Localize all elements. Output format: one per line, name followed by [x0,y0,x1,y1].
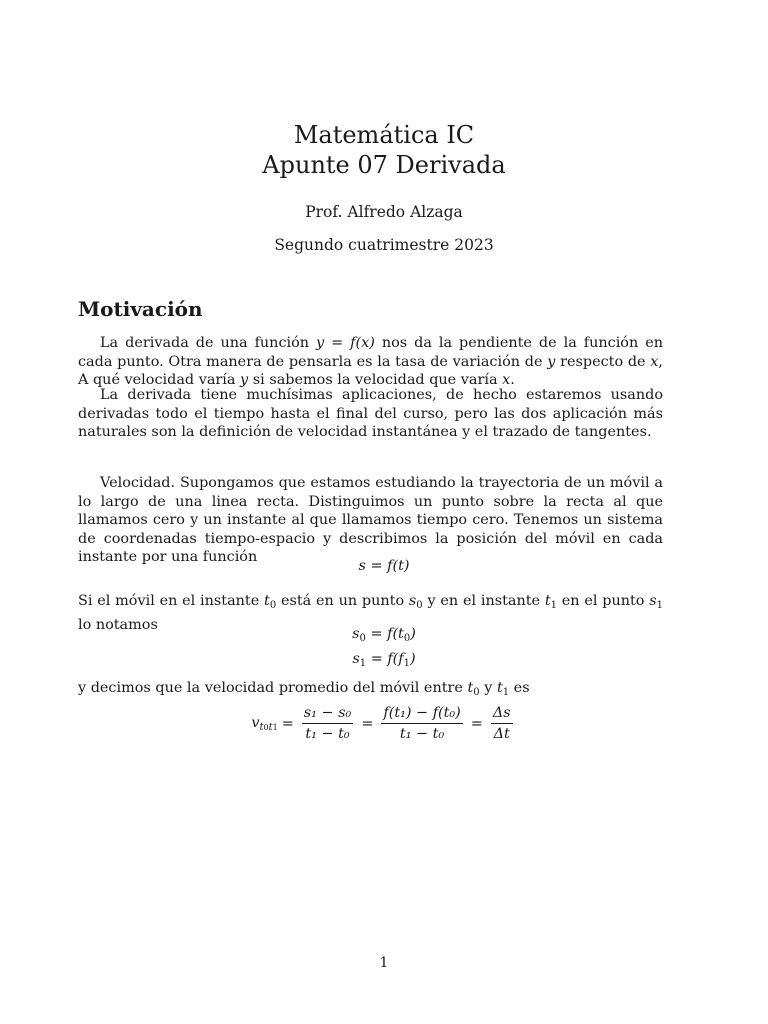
author: Prof. Alfredo Alzaga [305,203,463,221]
equation-s-eq-ft: s = f(t) [358,558,410,574]
equation-s1: $s_1 = f(f_1)$ [352,651,416,669]
fraction-delta: $\frac{\Delta s}{\Delta t}$ [492,705,511,742]
fraction-function-values: $\frac{\text{f(t₁) − f(t₀)}}{\text{t₁ − t₀}}$ [383,705,461,742]
velocity-symbol: $v_{t0t1}$ [251,714,278,733]
paragraph-2: La derivada tiene muchísimas aplicaciones, de hecho estaremos usando derivadas todo el tiempo hasta el final del curso, pero las dos aplicación más naturales son la definición de velocidad instantánea y el trazado de tangentes. [78,387,663,440]
page-number: 1 [379,955,389,971]
document-title: Matemática IC [293,121,475,149]
paragraph-1: La derivada de una función y = f(x) nos da la pendiente de la función en cada punto. Otra manera de pensarla es la tasa de variación de y respecto de x, A qué velocidad varía y si sabemos la velocidad que varía x. [78,335,663,388]
equation-average-velocity: $v_{t0t1}$ = $\frac{\text{s₁ − s₀}}{\text{t₁ − t₀}}$ = $\frac{\text{f(t₁) − f(t₀)}}{\text{t₁ − t₀}}$ = $\frac{\Delta s}{\Delta t}$ [251,705,511,742]
paragraph-3: Velocidad. Supongamos que estamos estudiando la trayectoria de un móvil a lo largo de una linea recta. Distinguimos un punto sobre la recta al que llamamos cero y un instante al que llamamos tiempo cero. Tenemos un sistema de coordenadas tiempo-espacio y describimos la posición del móvil en cada instante por una función [78,475,663,565]
date: Segundo cuatrimestre 2023 [274,236,494,254]
document-subtitle: Apunte 07 Derivada [262,151,506,179]
paragraph-4: Si el móvil en el instante $t_0$ está en un punto $s_0$ y en el instante $t_1$ en el punto $s_1$ lo notamos [78,593,664,633]
section-heading: Motivación [78,297,203,321]
paragraph-5: y decimos que la velocidad promedio del móvil entre $t_0$ y $t_1$ es [78,680,530,698]
fraction-ds-dt-positions: $\frac{\text{s₁ − s₀}}{\text{t₁ − t₀}}$ [303,705,352,742]
equation-s0: $s_0 = f(t_0)$ [352,626,416,644]
